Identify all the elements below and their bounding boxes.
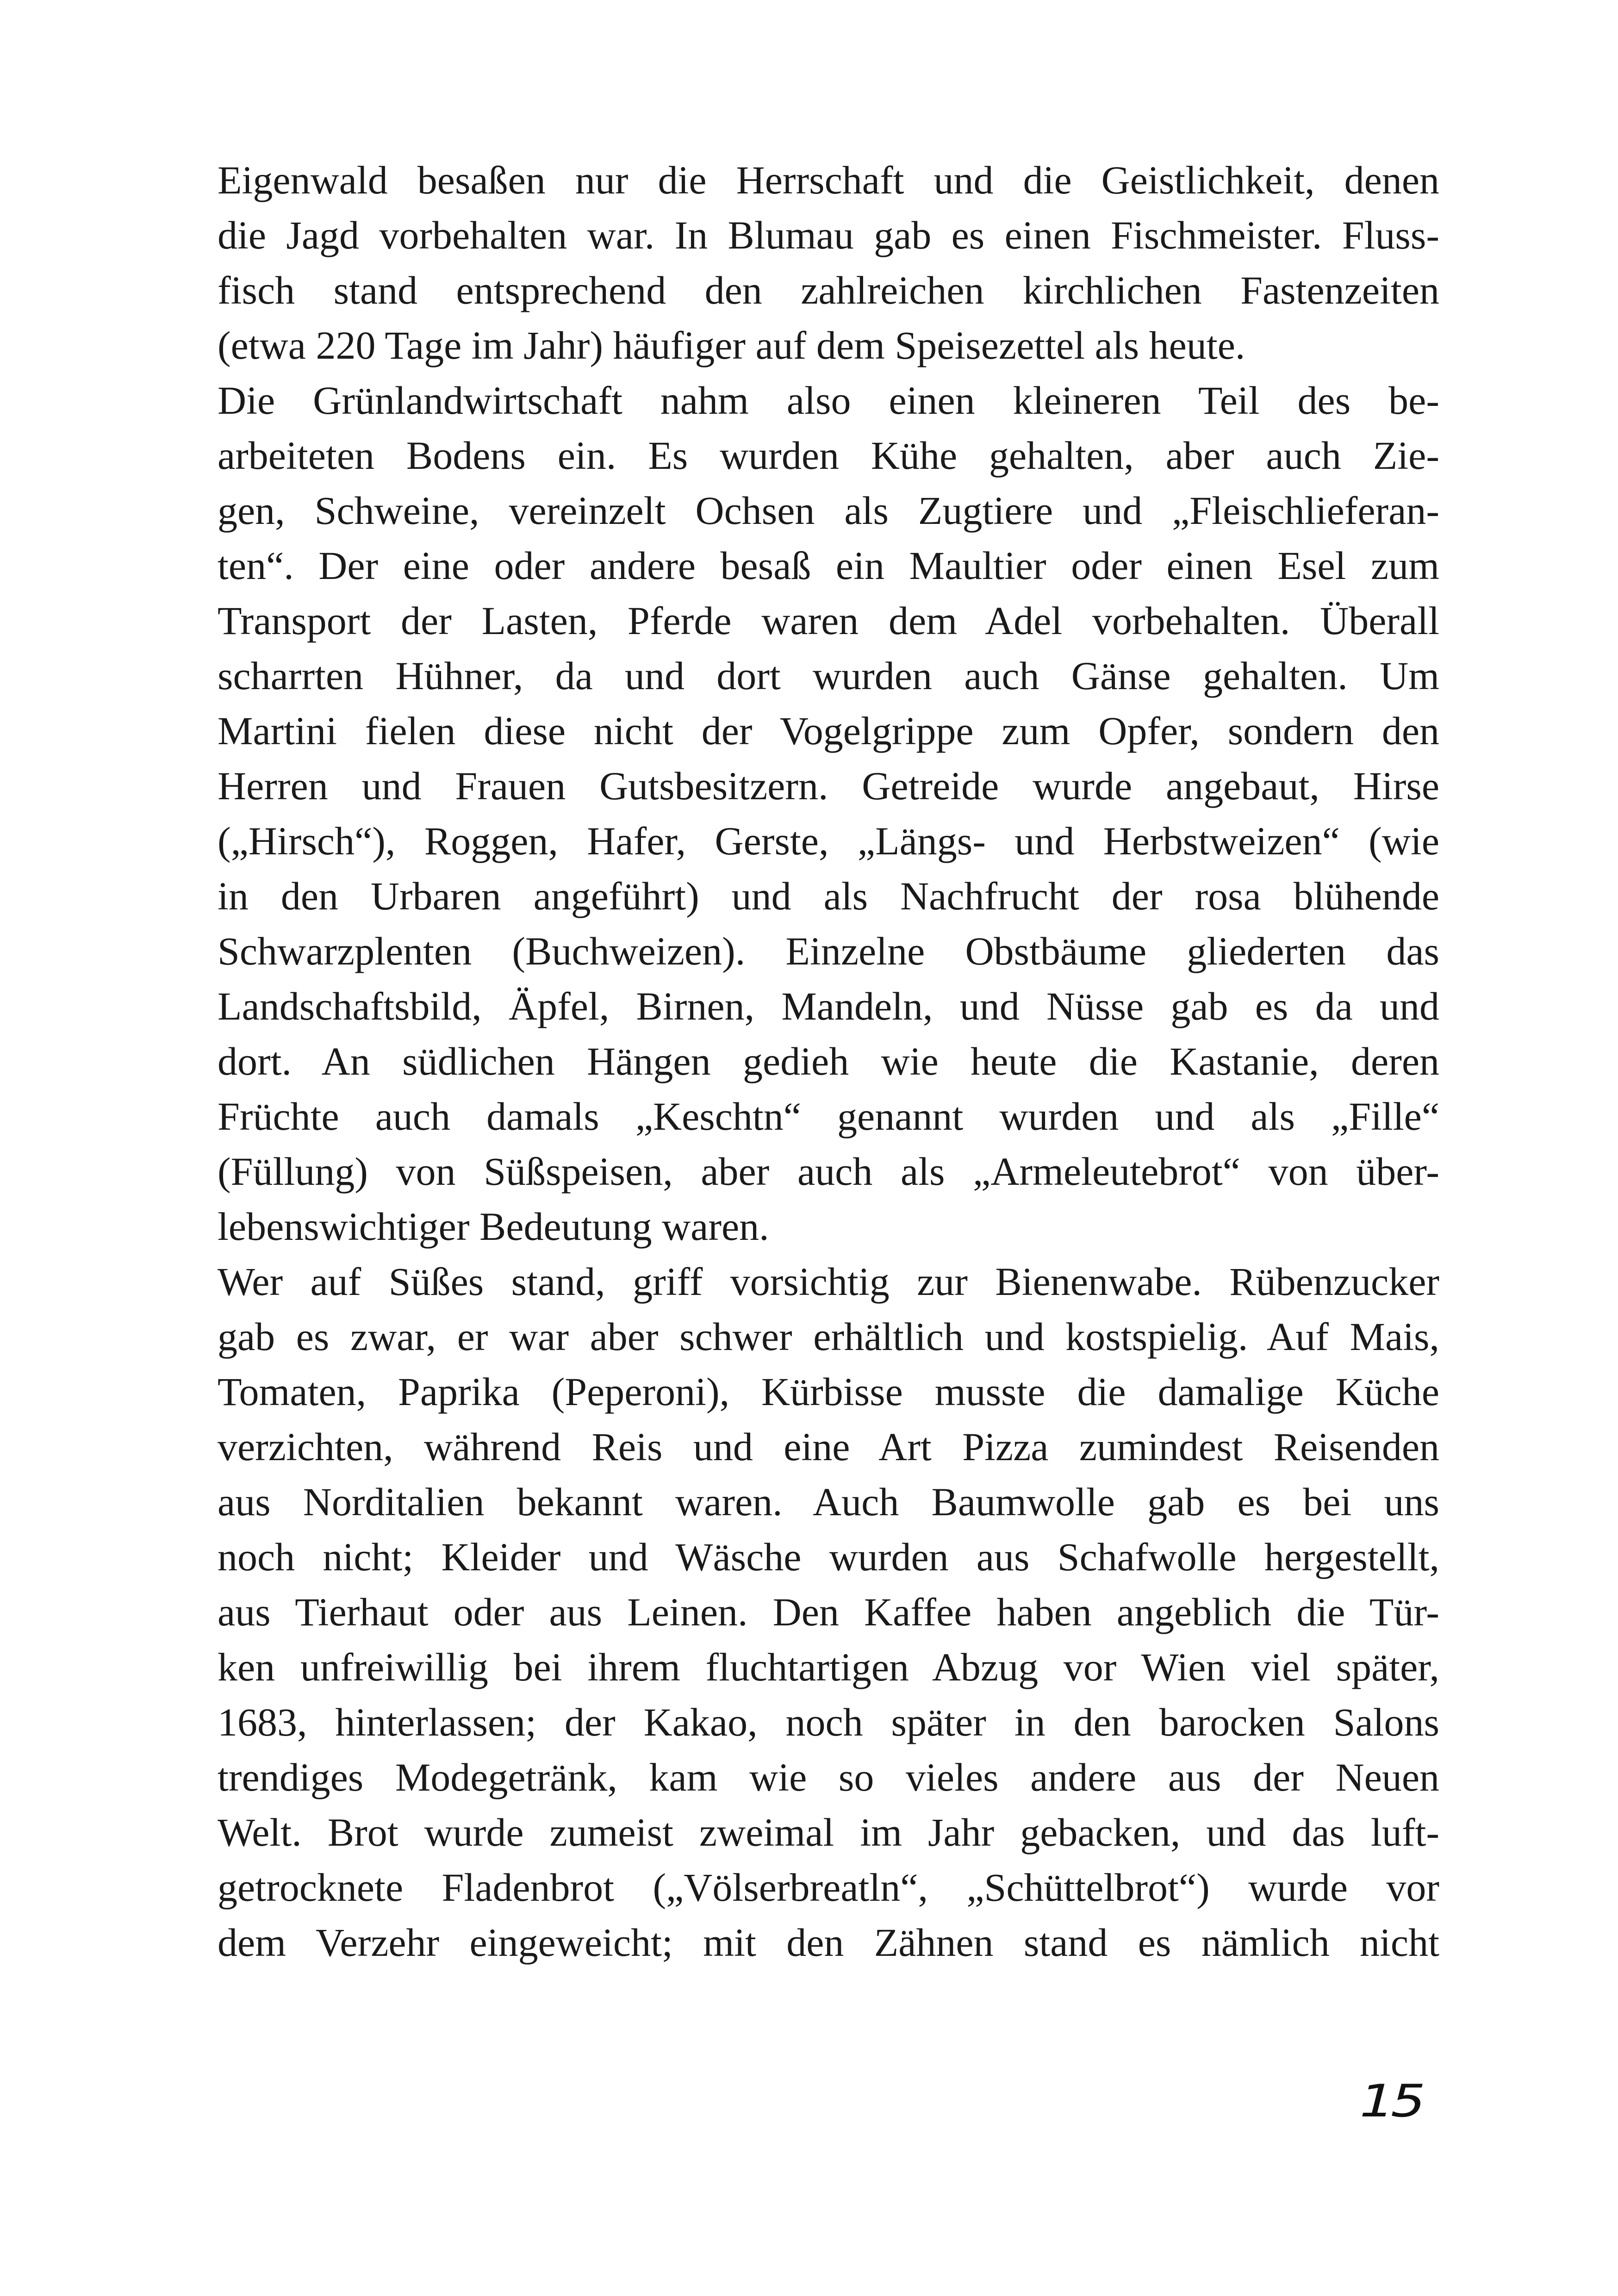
text-line: (etwa 220 Tage im Jahr) häufiger auf dem Speisezettel als heute. — [218, 323, 1245, 367]
text-line: lebenswichtiger Bedeutung waren. — [218, 1204, 769, 1249]
text-line: aus Tierhaut oder aus Leinen. Den Kaffee haben angeblich die Tür- — [218, 1590, 1439, 1634]
paragraph-2 — [218, 373, 1439, 1254]
text-line: Eigenwald besaßen nur die Herrschaft und die Geistlichkeit, denen — [218, 158, 1439, 202]
paragraph-1 — [218, 153, 1439, 373]
text-line: Transport der Lasten, Pferde waren dem Adel vorbehalten. Überall — [218, 598, 1439, 643]
text-line: dort. An südlichen Hängen gedieh wie heute die Kastanie, deren — [218, 1039, 1439, 1083]
text-line: fisch stand entsprechend den zahlreichen kirchlichen Fastenzeiten — [218, 268, 1439, 312]
text-line: Tomaten, Paprika (Peperoni), Kürbisse musste die damalige Küche — [218, 1369, 1439, 1414]
text-line: ten“. Der eine oder andere besaß ein Maultier oder einen Esel zum — [218, 543, 1439, 588]
text-line: gab es zwar, er war aber schwer erhältlich und kostspielig. Auf Mais, — [218, 1314, 1439, 1359]
text-line: arbeiteten Bodens ein. Es wurden Kühe gehalten, aber auch Zie- — [218, 433, 1439, 478]
text-line: (Füllung) von Süßspeisen, aber auch als „Armeleutebrot“ von über- — [218, 1149, 1439, 1194]
text-line: dem Verzehr eingeweicht; mit den Zähnen stand es nämlich nicht — [218, 1920, 1439, 1965]
text-line: scharrten Hühner, da und dort wurden auch Gänse gehalten. Um — [218, 653, 1439, 698]
text-line: ken unfreiwillig bei ihrem fluchtartigen Abzug vor Wien viel später, — [218, 1645, 1439, 1689]
text-line: Herren und Frauen Gutsbesitzern. Getreide wurde angebaut, Hirse — [218, 764, 1439, 808]
body-text — [218, 153, 1439, 1970]
text-line: getrocknete Fladenbrot („Völserbreatln“, „Schüttelbrot“) wurde vor — [218, 1865, 1439, 1910]
text-line: verzichten, während Reis und eine Art Pizza zumindest Reisenden — [218, 1425, 1439, 1469]
text-line: Martini fielen diese nicht der Vogelgrippe zum Opfer, sondern den — [218, 709, 1439, 753]
text-line: Landschaftsbild, Äpfel, Birnen, Mandeln, und Nüsse gab es da und — [218, 984, 1439, 1028]
text-line: Die Grünlandwirtschaft nahm also einen kleineren Teil des be- — [218, 378, 1439, 423]
text-line: aus Norditalien bekannt waren. Auch Baumwolle gab es bei uns — [218, 1480, 1439, 1524]
text-line: in den Urbaren angeführt) und als Nachfrucht der rosa blühende — [218, 874, 1439, 918]
text-line: („Hirsch“), Roggen, Hafer, Gerste, „Längs- und Herbstweizen“ (wie — [218, 819, 1439, 863]
text-line: Welt. Brot wurde zumeist zweimal im Jahr gebacken, und das luft- — [218, 1810, 1439, 1854]
text-line: noch nicht; Kleider und Wäsche wurden aus Schafwolle hergestellt, — [218, 1535, 1439, 1579]
text-line: 1683, hinterlassen; der Kakao, noch später in den barocken Salons — [218, 1700, 1439, 1744]
text-line: trendiges Modegetränk, kam wie so vieles andere aus der Neuen — [218, 1755, 1439, 1799]
text-line: gen, Schweine, vereinzelt Ochsen als Zugtiere und „Fleischlieferan- — [218, 488, 1439, 533]
page-number: 15 — [1352, 2075, 1430, 2128]
paragraph-3 — [218, 1254, 1439, 1970]
text-line: die Jagd vorbehalten war. In Blumau gab es einen Fischmeister. Fluss- — [218, 213, 1439, 257]
text-line: Früchte auch damals „Keschtn“ genannt wurden und als „Fille“ — [218, 1094, 1439, 1139]
text-line: Wer auf Süßes stand, griff vorsichtig zur Bienenwabe. Rübenzucker — [218, 1259, 1439, 1304]
text-line: Schwarzplenten (Buchweizen). Einzelne Obstbäume gliederten das — [218, 929, 1439, 973]
